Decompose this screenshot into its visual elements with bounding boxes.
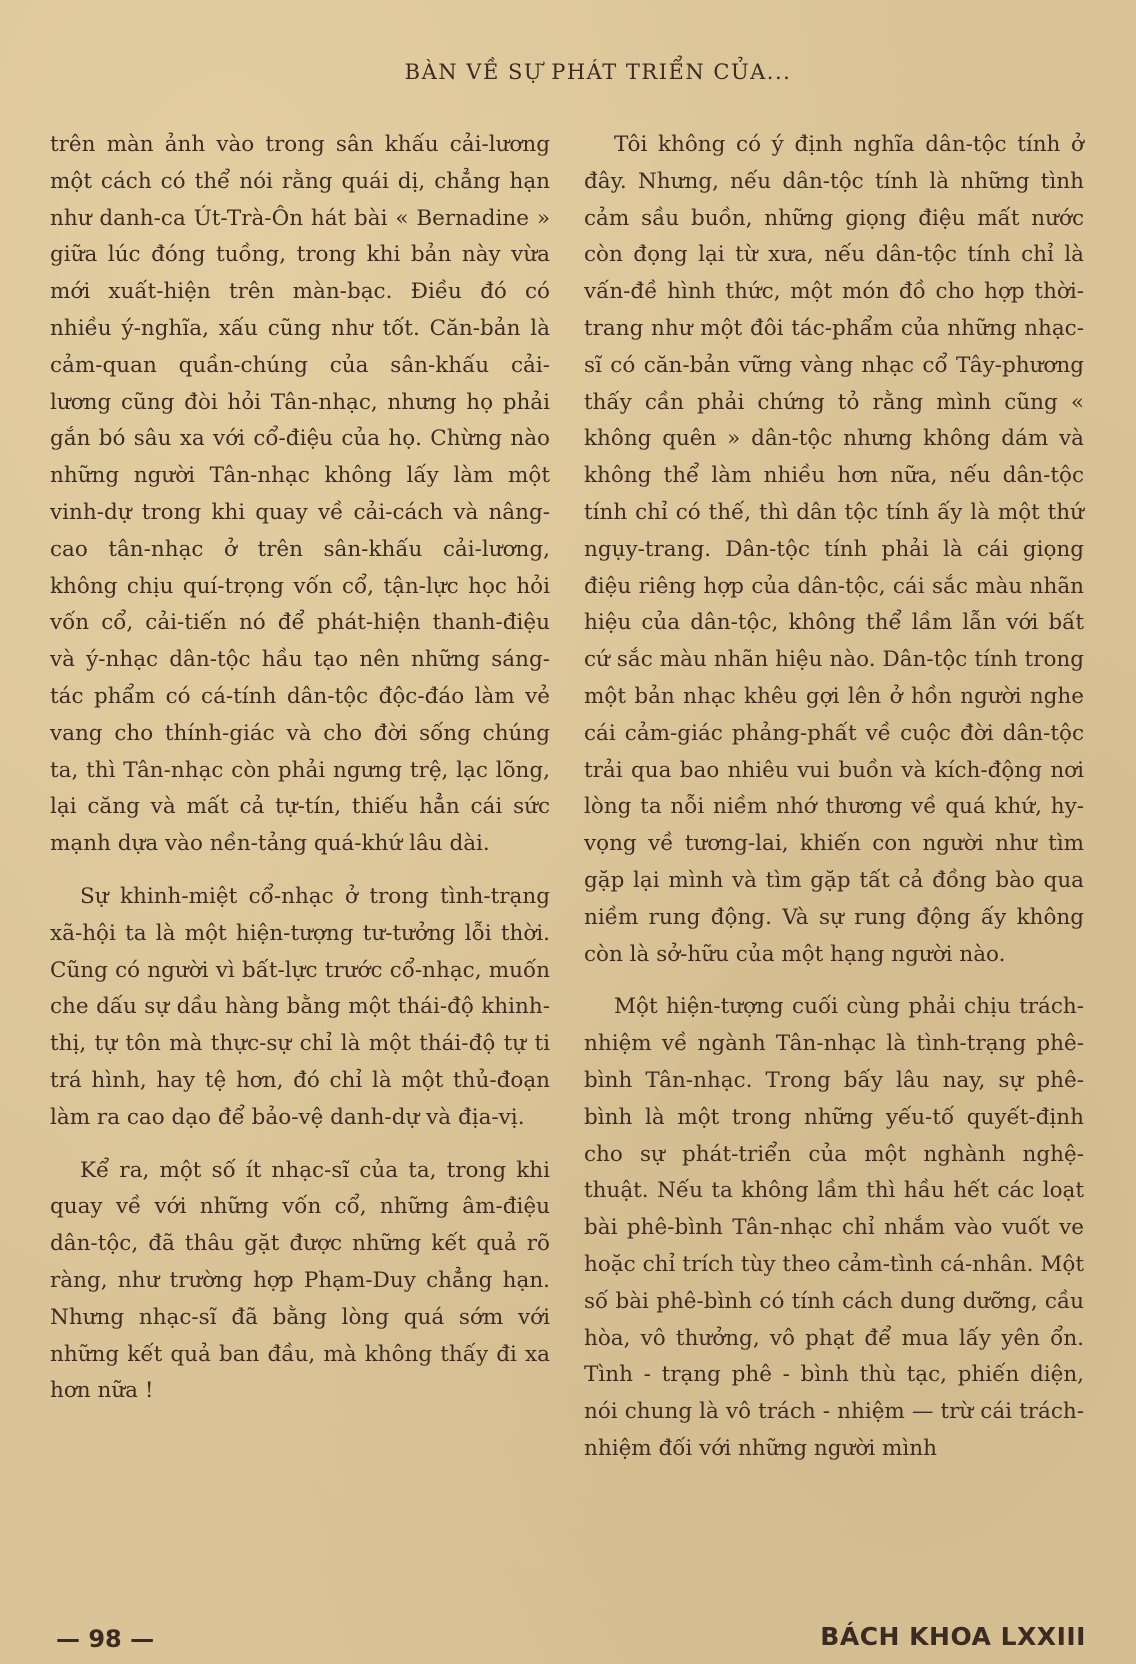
paragraph: Một hiện-tượng cuối cùng phải chịu trách-nhiệm về ngành Tân-nhạc là tình-trạng phê-bình Tân-nhạc. Trong bấy lâu nay, sự phê-bình là một trong những yếu-tố quyết-định cho sự phát-triển của một nghành nghệ-thuật. Nếu ta không lầm thì hầu hết các loạt bài phê-bình Tân-nhạc chỉ nhắm vào vuốt ve hoặc chỉ trích tùy theo cảm-tình cá-nhân. Một số bài phê-bình có tính cách dung dưỡng, cầu hòa, vô thưởng, vô phạt để mua lấy yên ổn. Tình - trạng phê - bình thù tạc, phiến diện, nói chung là vô trách - nhiệm — trừ cái trách-nhiệm đối với những người mình: [584, 994, 1084, 1461]
page-number: — 98 —: [56, 1625, 155, 1653]
paragraph: Sự khinh-miệt cổ-nhạc ở trong tình-trạng xã-hội ta là một hiện-tượng tư-tưởng lỗi thời. Cũng có người vì bất-lực trước cổ-nhạc, muốn che dấu sự dầu hàng bằng một thái-độ khinh-thị, tự tôn mà thực-sự chỉ là một thái-độ tự ti trá hình, hay tệ hơn, đó chỉ là một thủ-đoạn làm ra cao dạo để bảo-vệ danh-dự và địa-vị.: [50, 883, 550, 1130]
paragraph: Kể ra, một số ít nhạc-sĩ của ta, trong khi quay về với những vốn cổ, những âm-điệu dân-tộc, đã thâu gặt được những kết quả rõ ràng, như trường hợp Phạm-Duy chẳng hạn. Nhưng nhạc-sĩ đã bằng lòng quá sớm với những kết quả ban đầu, mà không thấy đi xa hơn nữa !: [50, 1157, 550, 1404]
running-title: BÀN VỀ SỰ PHÁT TRIỂN CỦA...: [404, 60, 792, 84]
left-column: [50, 127, 550, 1426]
paragraph: trên màn ảnh vào trong sân khấu cải-lương một cách có thể nói rằng quái dị, chẳng hạn như danh-ca Út-Trà-Ôn hát bài « Bernadine » giữa lúc đóng tuồng, trong khi bản này vừa mới xuất-hiện trên màn-bạc. Điều đó có nhiều ý-nghĩa, xấu cũng như tốt. Căn-bản là cảm-quan quần-chúng của sân-khấu cải-lương cũng đòi hỏi Tân-nhạc, nhưng họ phải gắn bó sâu xa với cổ-điệu của họ. Chừng nào những người Tân-nhạc không lấy làm một vinh-dự trong khi quay về cải-cách và nâng-cao tân-nhạc ở trên sân-khấu cải-lương, không chịu quí-trọng vốn cổ, tận-lực học hỏi vốn cổ, cải-tiến nó để phát-hiện thanh-điệu và ý-nhạc dân-tộc hầu tạo nên những sáng-tác phẩm có cá-tính dân-tộc độc-đáo làm vẻ vang cho thính-giác và cho đời sống chúng ta, thì Tân-nhạc còn phải ngưng trệ, lạc lõng, lại căng và mất cả tự-tín, thiếu hẳn cái sức mạnh dựa vào nền-tảng quá-khứ lâu dài.: [50, 132, 550, 857]
paragraph: Tôi không có ý định nghĩa dân-tộc tính ở đây. Nhưng, nếu dân-tộc tính là những tình cảm sầu buồn, những giọng điệu mất nước còn đọng lại từ xưa, nếu dân-tộc tính chỉ là vấn-đề hình thức, một món đồ cho hợp thời-trang như một đôi tác-phẩm của những nhạc-sĩ có căn-bản vững vàng nhạc cổ Tây-phương thấy cần phải chứng tỏ rằng mình cũng « không quên » dân-tộc nhưng không dám và không thể làm nhiều hơn nữa, nếu dân-tộc tính chỉ có thế, thì dân tộc tính ấy là một thứ ngụy-trang. Dân-tộc tính phải là cái giọng điệu riêng hợp của dân-tộc, cái sắc màu nhãn hiệu của dân-tộc, không thể lầm lẫn với bất cứ sắc màu nhãn hiệu nào. Dân-tộc tính trong một bản nhạc khêu gợi lên ở hồn người nghe cái cảm-giác phảng-phất về cuộc đời dân-tộc trải qua bao nhiêu vui buồn và kích-động nơi lòng ta nỗi niềm nhớ thương về quá khứ, hy-vọng về tương-lai, khiến con người như tìm gặp lại mình và tìm gặp tất cả đồng bào qua niềm rung động. Và sự rung động ấy không còn là sở-hữu của một hạng người nào.: [584, 132, 1084, 967]
magazine-name: BÁCH KHOA LXXIII: [820, 1622, 1086, 1651]
right-column: [584, 127, 1084, 1484]
